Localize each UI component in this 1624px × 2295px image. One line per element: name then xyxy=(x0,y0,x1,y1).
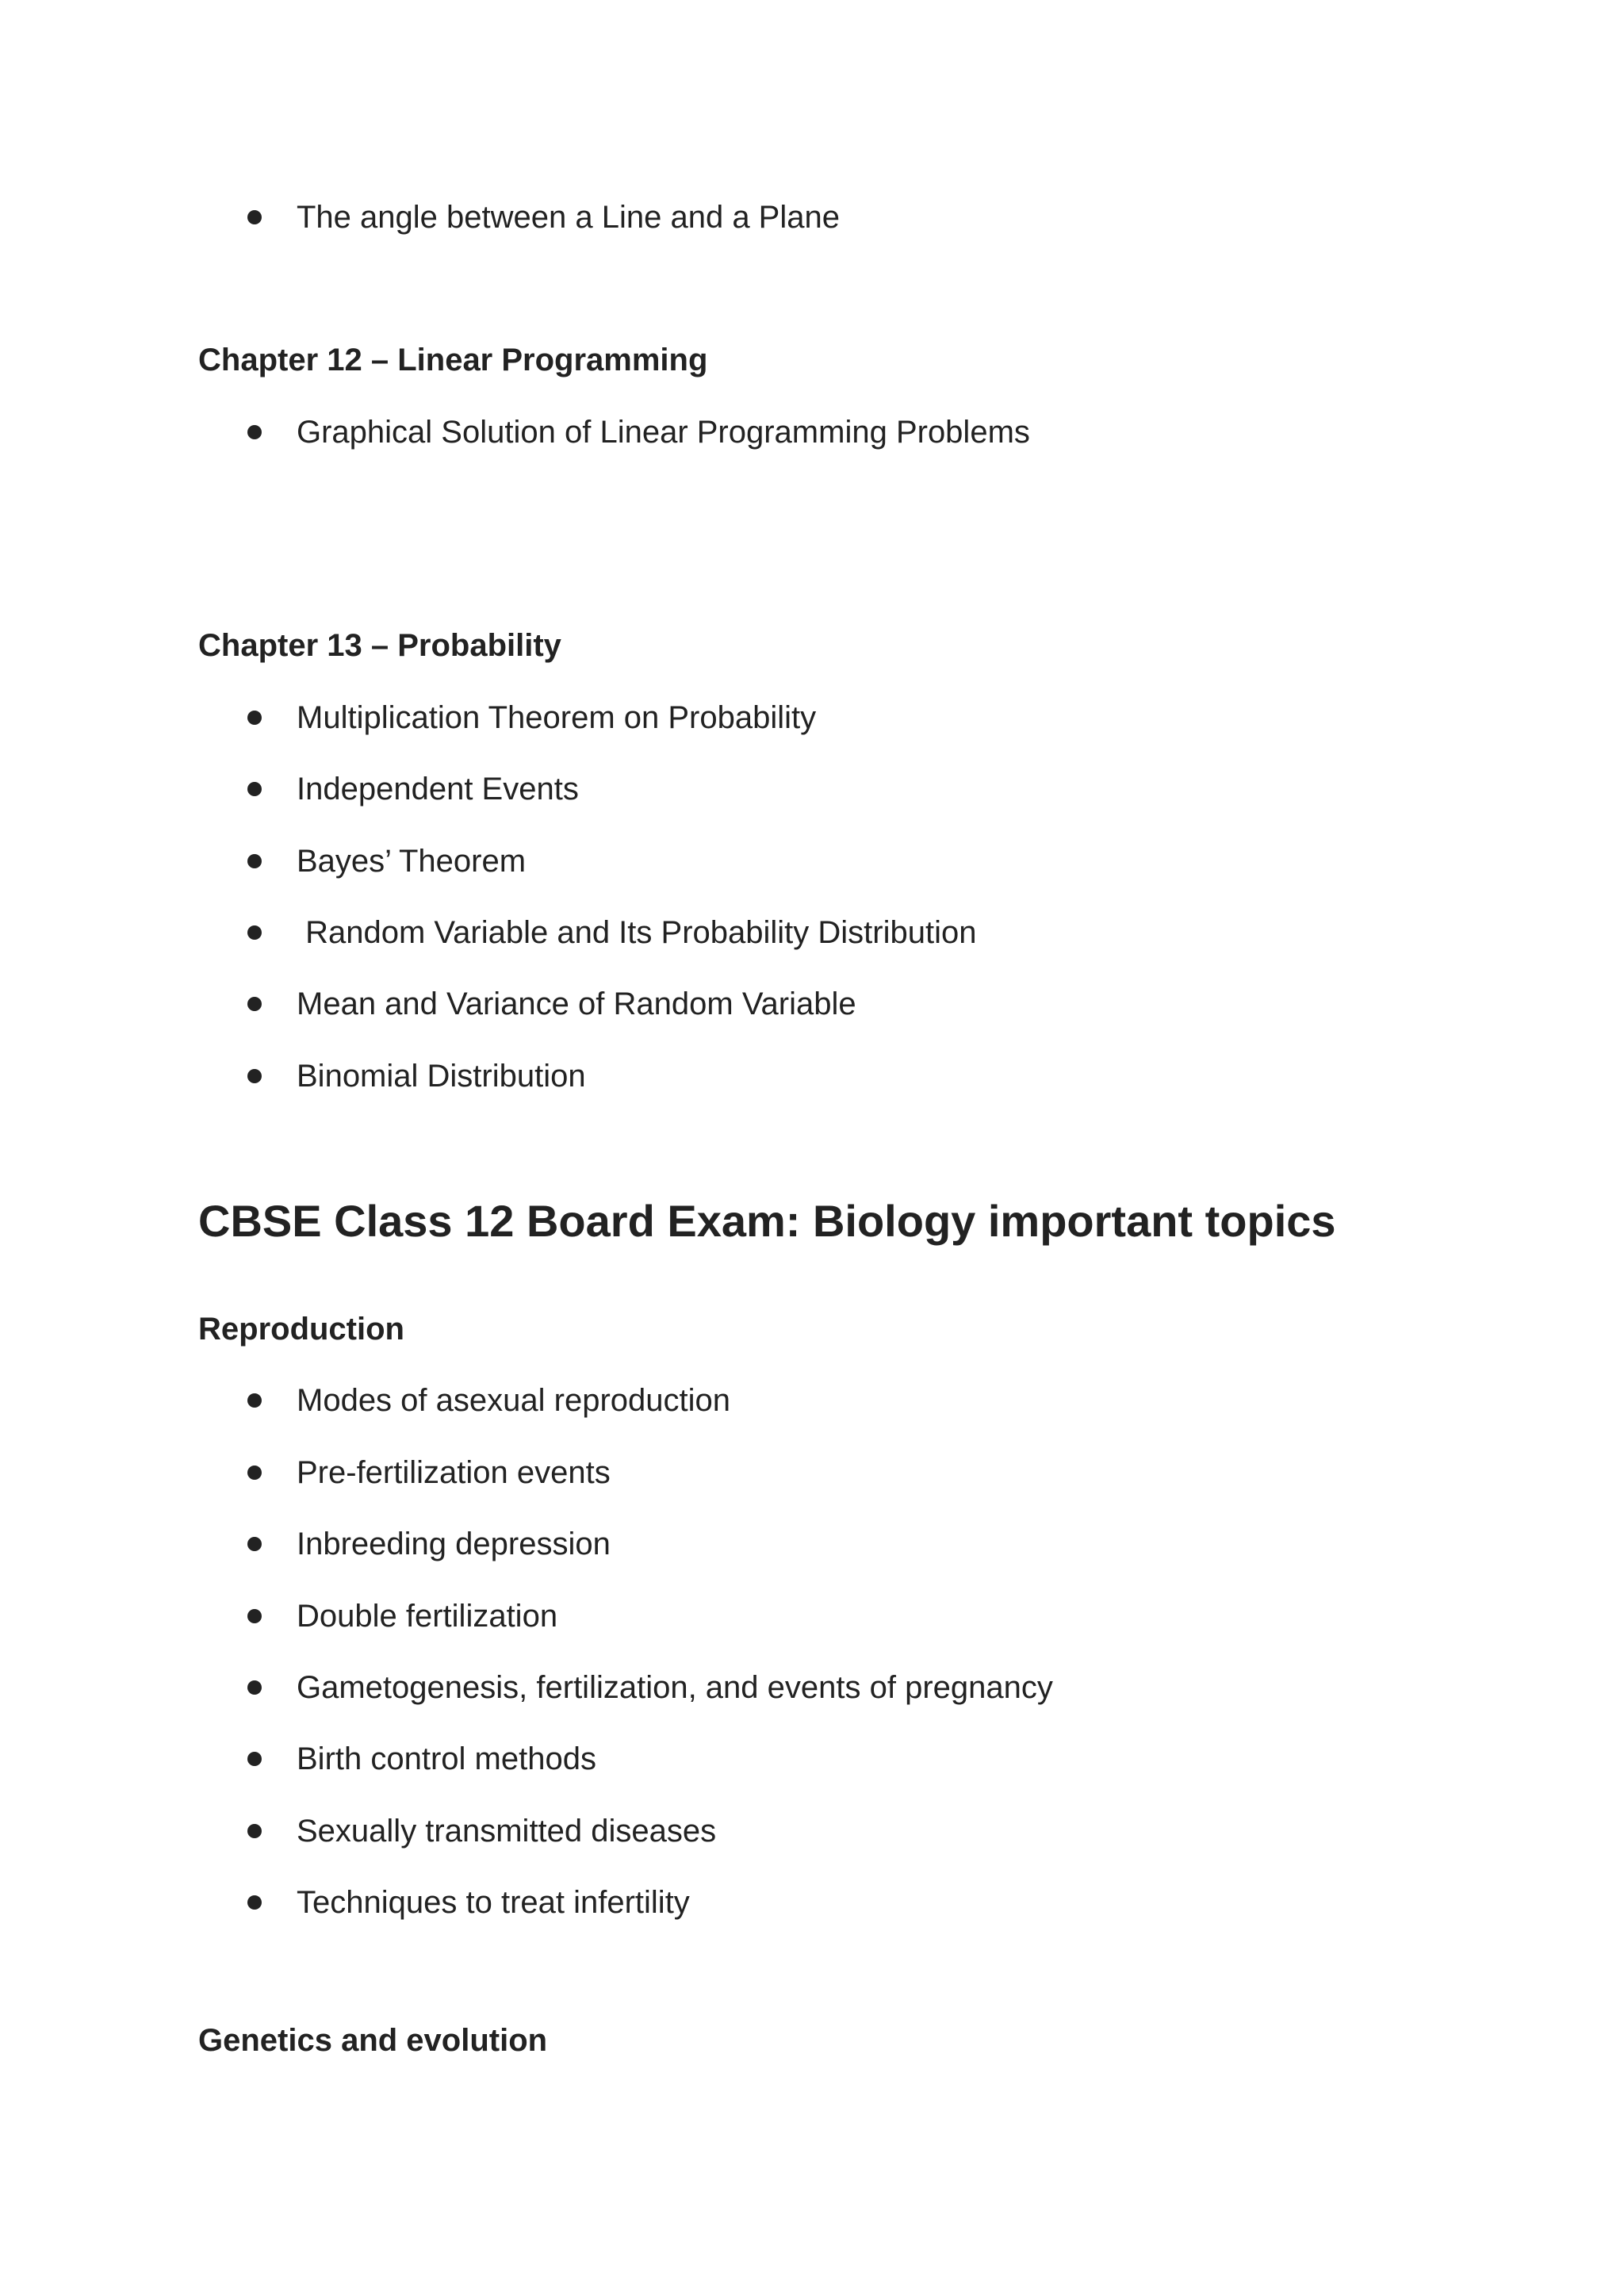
list-item-text: Bayes’ Theorem xyxy=(297,844,527,879)
bullet-icon xyxy=(247,1069,262,1083)
bullet-icon xyxy=(247,1609,262,1623)
bullet-icon xyxy=(247,925,262,940)
list-item-text: Mean and Variance of Random Variable xyxy=(297,987,856,1021)
section-title: CBSE Class 12 Board Exam: Biology important topics xyxy=(198,1196,1336,1246)
list-item-text: Inbreeding depression xyxy=(297,1527,611,1561)
topic-heading: Reproduction xyxy=(198,1312,404,1347)
list-item-text: Modes of asexual reproduction xyxy=(297,1383,730,1418)
bullet-icon xyxy=(247,997,262,1011)
topic-heading: Genetics and evolution xyxy=(198,2023,548,2058)
list-item-text: Graphical Solution of Linear Programming Problems xyxy=(297,415,1030,450)
bullet-icon xyxy=(247,1752,262,1766)
bullet-icon xyxy=(247,1680,262,1695)
bullet-icon xyxy=(247,711,262,725)
list-item-text: Multiplication Theorem on Probability xyxy=(297,700,817,735)
chapter-heading: Chapter 12 – Linear Programming xyxy=(198,343,708,377)
bullet-icon xyxy=(247,425,262,439)
list-item-text: Random Variable and Its Probability Distribution xyxy=(297,915,977,950)
bullet-icon xyxy=(247,1466,262,1480)
list-item-text: Double fertilization xyxy=(297,1599,558,1634)
bullet-icon xyxy=(247,210,262,224)
bullet-icon xyxy=(247,1895,262,1910)
list-item-text: Sexually transmitted diseases xyxy=(297,1814,717,1849)
bullet-icon xyxy=(247,854,262,868)
list-item-text: Binomial Distribution xyxy=(297,1059,586,1094)
list-item-text: Birth control methods xyxy=(297,1741,596,1776)
list-item-text: Independent Events xyxy=(297,772,579,807)
list-item-text: The angle between a Line and a Plane xyxy=(297,200,840,235)
bullet-icon xyxy=(247,782,262,796)
bullet-icon xyxy=(247,1537,262,1551)
list-item-text: Pre-fertilization events xyxy=(297,1455,611,1490)
list-item-text: Gametogenesis, fertilization, and events of pregnancy xyxy=(297,1670,1053,1705)
bullet-icon xyxy=(247,1393,262,1408)
list-item-text: Techniques to treat infertility xyxy=(297,1885,690,1920)
chapter-heading: Chapter 13 – Probability xyxy=(198,628,561,663)
bullet-icon xyxy=(247,1824,262,1838)
